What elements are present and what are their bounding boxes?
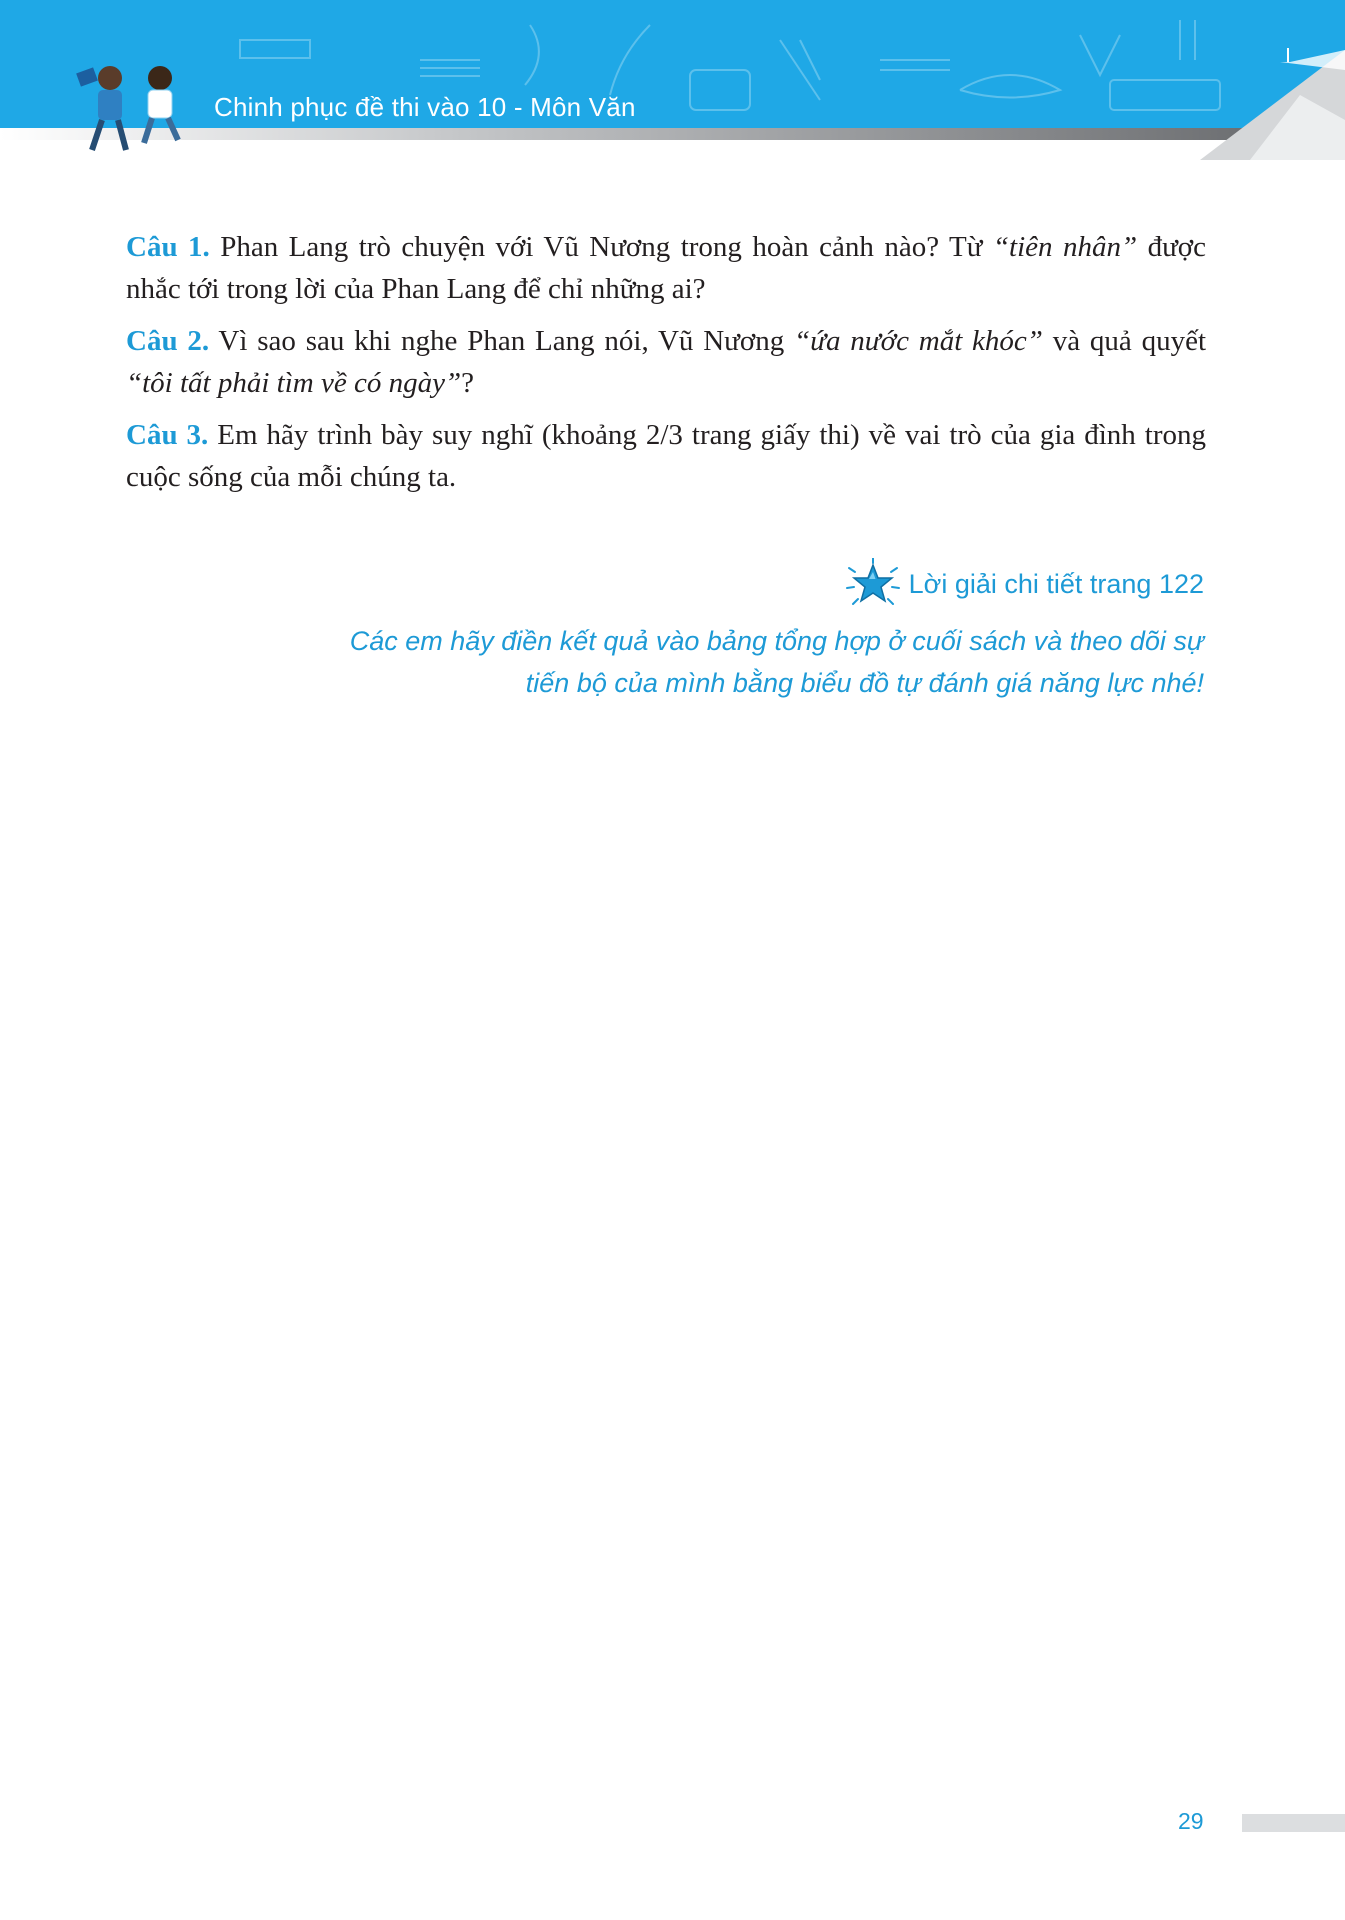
question-text: và quả quyết <box>1042 325 1207 357</box>
question-3 <box>126 414 1206 498</box>
question-label: Câu 1. <box>126 231 210 263</box>
question-label: Câu 2. <box>126 325 210 357</box>
question-label: Câu 3. <box>126 419 209 451</box>
question-text: Em hãy trình bày suy nghĩ (khoảng 2/3 trang giấy thi) về vai trò của gia đình trong cuộc sống của mỗi chúng ta. <box>126 419 1206 493</box>
note-line: Các em hãy điền kết quả vào bảng tổng hợp ở cuối sách và theo dõi sự <box>349 626 1204 656</box>
quote-italic: “tôi tất phải tìm về có ngày” <box>126 367 462 399</box>
question-text: ? <box>461 367 474 399</box>
questions-section <box>126 226 1206 508</box>
header-title: Chinh phục đề thi vào 10 - Môn Văn <box>214 92 636 122</box>
answer-reference <box>845 560 1204 608</box>
page-number-bar <box>1242 1814 1345 1832</box>
self-assessment-note <box>304 620 1204 704</box>
note-line: tiến bộ của mình bằng biểu đồ tự đánh giá năng lực nhé! <box>525 668 1204 698</box>
quote-italic: “tiên nhân” <box>992 231 1138 263</box>
question-1 <box>126 226 1206 310</box>
answer-reference-text: Lời giải chi tiết trang 122 <box>908 568 1204 599</box>
question-2 <box>126 320 1206 404</box>
question-text: Phan Lang trò chuyện với Vũ Nương trong hoàn cảnh nào? Từ <box>209 231 993 263</box>
header-banner <box>0 0 1345 160</box>
page-header <box>0 0 1345 160</box>
star-icon <box>845 558 901 610</box>
question-text: được nhắc tới trong lời của Phan Lang để chỉ những ai? <box>126 231 1206 305</box>
quote-italic: “ứa nước mắt khóc” <box>794 325 1043 357</box>
page-number: 29 <box>1178 1808 1204 1834</box>
question-text: Vì sao sau khi nghe Phan Lang nói, Vũ Nương <box>209 325 795 357</box>
